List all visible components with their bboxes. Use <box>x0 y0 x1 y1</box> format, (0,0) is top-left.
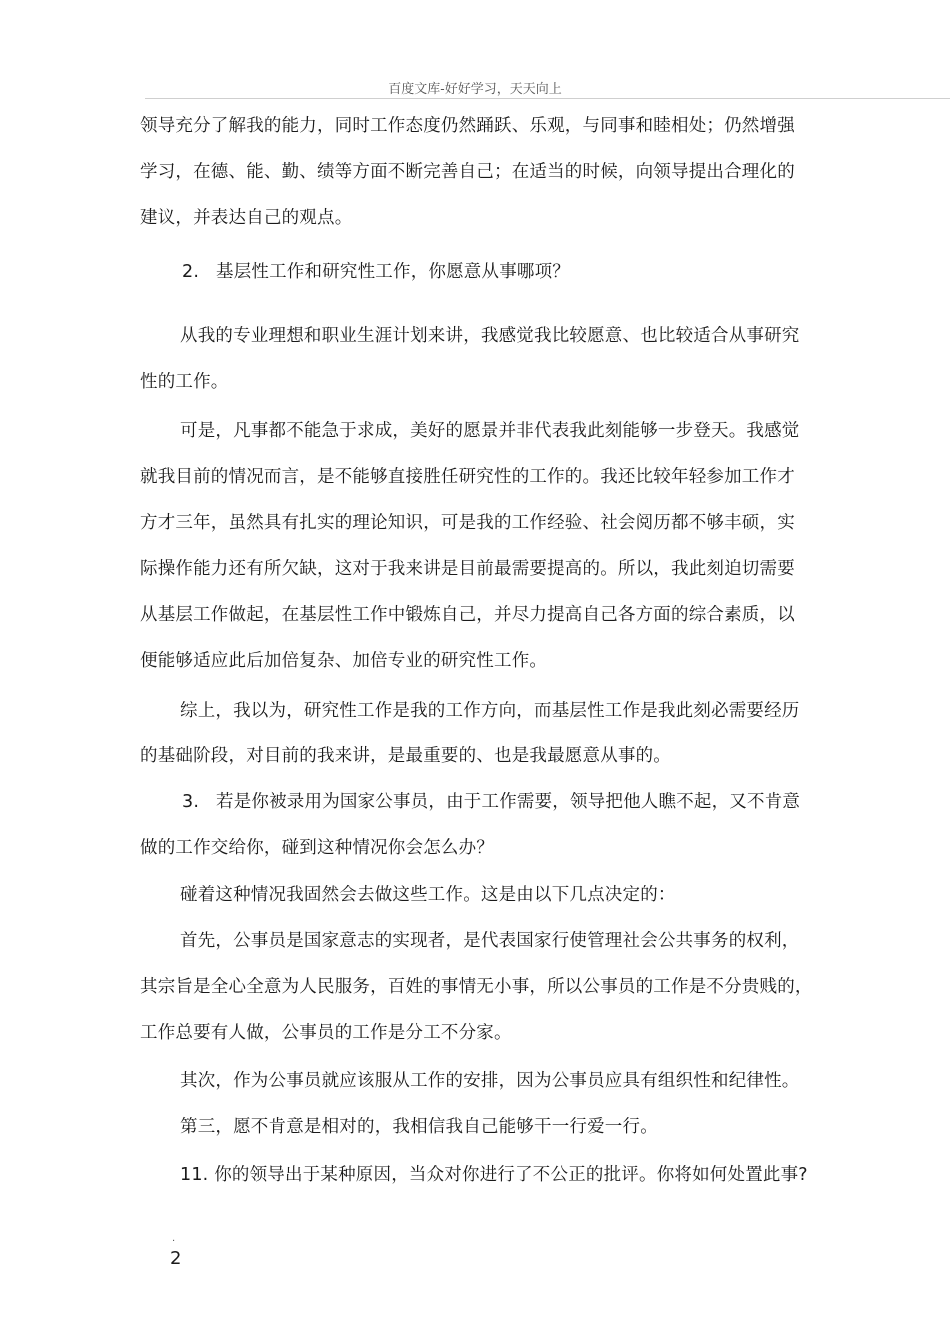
question-text: 若是你被录用为国家公事员，由于工作需要，领导把他人瞧不起，又不肯意 <box>216 792 801 812</box>
paragraph-line: 方才三年，虽然具有扎实的理论知识，可是我的工作经验、社会阅历都不够丰硕，实 <box>140 513 795 533</box>
paragraph-line: 工作总要有人做，公事员的工作是分工不分家。 <box>140 1023 512 1043</box>
question-text: 基层性工作和研究性工作，你愿意从事哪项？ <box>216 262 570 282</box>
paragraph-line: 可是，凡事都不能急于求成，美好的愿景并非代表我此刻能够一步登天。我感觉 <box>180 421 800 441</box>
paragraph-line: 领导充分了解我的能力，同时工作态度仍然踊跃、乐观，与同事和睦相处；仍然增强 <box>140 116 795 136</box>
paragraph-line: 做的工作交给你，碰到这种情况你会怎么办？ <box>140 838 494 858</box>
paragraph-line: 建议，并表达自己的观点。 <box>140 208 353 228</box>
paragraph-line: 便能够适应此后加倍复杂、加倍专业的研究性工作。 <box>140 651 548 671</box>
paragraph-line: 就我目前的情况而言，是不能够直接胜任研究性的工作的。我还比较年轻参加工作才 <box>140 467 795 487</box>
paragraph-line: 性的工作。 <box>140 372 229 392</box>
paragraph-line: 首先，公事员是国家意志的实现者，是代表国家行使管理社会公共事务的权利， <box>180 931 800 951</box>
question-number: 2. <box>182 262 200 282</box>
question-2 <box>182 261 570 283</box>
paragraph-line: 从基层工作做起，在基层性工作中锻炼自己，并尽力提高自己各方面的综合素质，以 <box>140 605 795 625</box>
paragraph-line: 其次，作为公事员就应该服从工作的安排，因为公事员应具有组织性和纪律性。 <box>180 1071 800 1091</box>
page-number: 2 <box>170 1248 182 1269</box>
paragraph-line: 其宗旨是全心全意为人民服务，百姓的事情无小事，所以公事员的工作是不分贵贱的， <box>140 977 813 997</box>
footer-dot: . <box>172 1233 176 1244</box>
header-divider <box>145 98 950 99</box>
paragraph-line: 的基础阶段，对目前的我来讲，是最重要的、也是我最愿意从事的。 <box>140 746 671 766</box>
question-11: 11. 你的领导出于某种原因，当众对你进行了不公正的批评。你将如何处置此事? <box>180 1165 808 1185</box>
paragraph-line: 际操作能力还有所欠缺，这对于我来讲是目前最需要提高的。所以，我此刻迫切需要 <box>140 559 795 579</box>
question-3 <box>182 791 800 813</box>
paragraph-line: 综上，我以为，研究性工作是我的工作方向，而基层性工作是我此刻必需要经历 <box>180 701 800 721</box>
paragraph-line: 学习，在德、能、勤、绩等方面不断完善自己；在适当的时候，向领导提出合理化的 <box>140 162 795 182</box>
paragraph-line: 从我的专业理想和职业生涯计划来讲，我感觉我比较愿意、也比较适合从事研究 <box>180 326 800 346</box>
paragraph-line: 第三，愿不肯意是相对的，我相信我自己能够干一行爱一行。 <box>180 1117 658 1137</box>
page-header: 百度文库-好好学习，天天向上 <box>388 82 562 97</box>
paragraph-line: 碰着这种情况我固然会去做这些工作。这是由以下几点决定的： <box>180 885 676 905</box>
question-number: 3. <box>182 792 200 812</box>
